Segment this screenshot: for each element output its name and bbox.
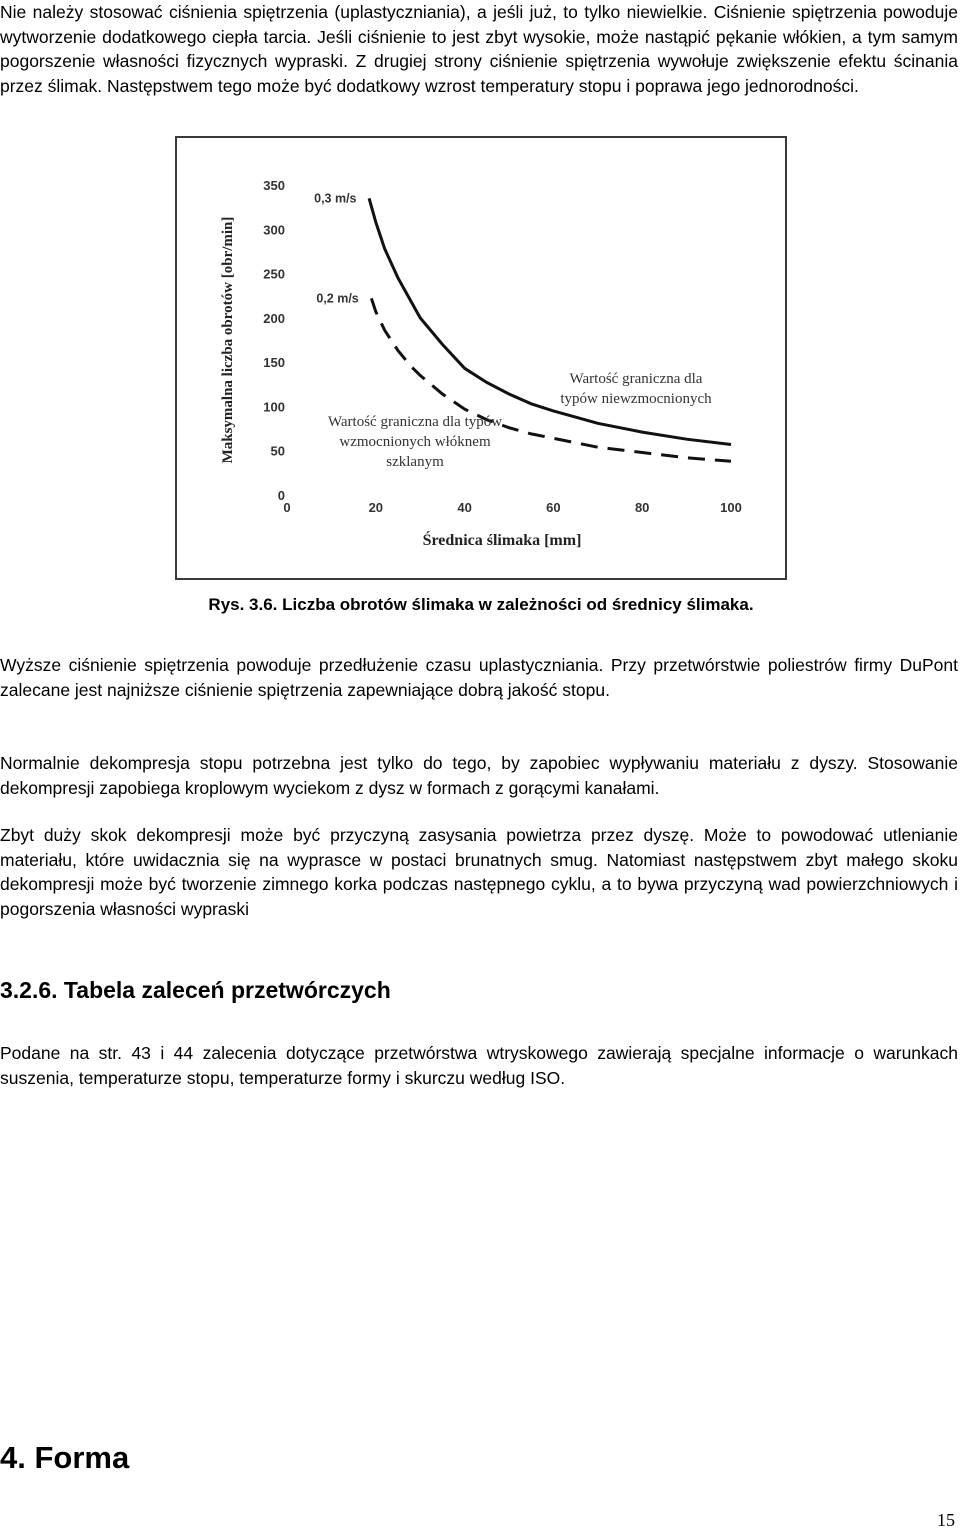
y-axis-label: Maksymalna liczba obrotów [obr/min] (220, 216, 236, 464)
chart-annotation: Wartość graniczna dla typów wzmocnionych włóknem szklanym (327, 414, 503, 470)
page-number: 15 (937, 1510, 955, 1530)
x-tick-label: 60 (546, 500, 561, 515)
paragraph-decompression-effects: Zbyt duży skok dekompresji może być przyczyną zasysania powietrza przez dyszę. Może to powodować utlenianie materiału, które uwidacznia się na wyprasce w postaci brunatnych smug. Natomiast następstwem zbyt małego skoku dekompresji może być tworzenie zimnego korka podczas następnego cyklu, a to bywa przyczyną wad powierzchniowych i pogorszenia własności wypraski (0, 825, 958, 919)
y-tick-label: 100 (263, 399, 285, 415)
x-tick-label: 40 (457, 500, 472, 515)
paragraph-backpressure: Wyższe ciśnienie spiętrzenia powoduje przedłużenie czasu uplastyczniania. Przy przetwórstwie poliestrów firmy DuPont zalecane jest najniższe ciśnienie spiętrzenia zapewniające dobrą jakość stopu. (0, 655, 958, 700)
chart-annotation: Wartość graniczna dla typów niewzmocnionych (560, 371, 712, 407)
y-tick-label: 200 (263, 310, 285, 326)
y-tick-label: 0 (277, 488, 285, 503)
x-tick-label: 20 (368, 500, 384, 515)
x-tick-label: 0 (283, 500, 291, 515)
x-tick-label: 80 (634, 500, 650, 515)
paragraph-intro: Nie należy stosować ciśnienia spiętrzenia (uplastyczniania), a jeśli już, to tylko niewielkie. Ciśnienie spiętrzenia powoduje wytworzenie dodatkowego ciepła tarcia. Jeśli ciśnienie to jest zbyt wysokie, może nastąpić pękanie włókien, a tym samym pogorszenie własności fizycznych wypraski. Z drugiej strony ciśnienie spiętrzenia wywołuje zwiększenie efektu ścinania przez ślimak. Następstwem tego może być dodatkowy wzrost temperatury stopu i poprawa jego jednorodności. (0, 2, 958, 96)
y-tick-label: 300 (263, 222, 285, 238)
figure-caption: Rys. 3.6. Liczba obrotów ślimaka w zależności od średnicy ślimaka. (208, 595, 754, 614)
chart-ticks (263, 178, 742, 515)
paragraph-decompression: Normalnie dekompresja stopu potrzebna jest tylko do tego, by zapobiec wypływaniu materiału z dyszy. Stosowanie dekompresji zapobiega kroplowym wyciekom z dysz w formach z gorącymi kanałami. (0, 753, 958, 798)
chapter-heading: 4. Forma (0, 1440, 130, 1475)
series-name-label: 0,3 m/s (314, 191, 357, 206)
series-name-label: 0,2 m/s (316, 291, 359, 306)
y-tick-label: 150 (263, 355, 285, 371)
paragraph-recommendations: Podane na str. 43 i 44 zalecenia dotyczące przetwórstwa wtryskowego zawierają specjalne informacje o warunkach suszenia, temperaturze stopu, temperaturze formy i skurczu według ISO. (0, 1043, 958, 1088)
x-axis-label: Średnica ślimaka [mm] (422, 532, 582, 549)
y-tick-label: 250 (263, 266, 285, 282)
section-heading: 3.2.6. Tabela zaleceń przetwórczych (0, 977, 391, 1003)
screw-speed-chart (175, 136, 787, 580)
y-tick-label: 350 (263, 178, 285, 193)
y-tick-label: 50 (270, 443, 285, 459)
series-line-1 (369, 198, 731, 444)
x-tick-label: 100 (720, 500, 742, 515)
